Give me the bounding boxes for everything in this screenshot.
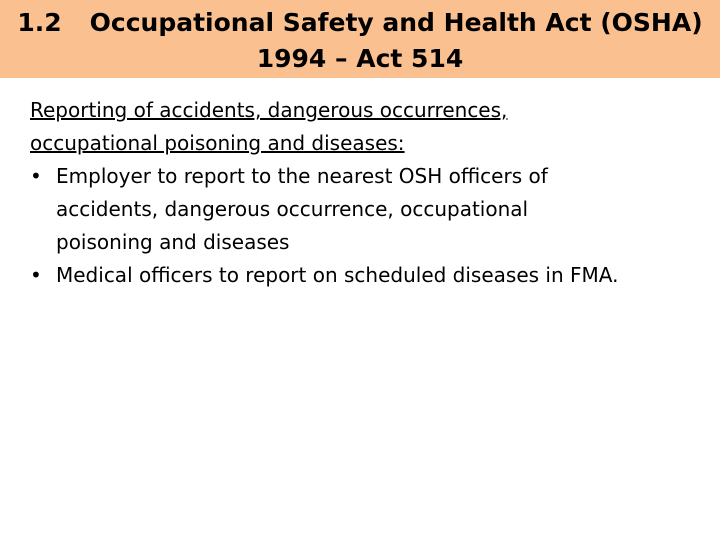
bullet-line: accidents, dangerous occurrence, occupational <box>56 197 529 221</box>
bullet-item-employer-report <box>30 160 710 259</box>
title-line-2: 1994 – Act 514 <box>256 44 464 73</box>
bullet-line: Employer to report to the nearest OSH officers of <box>56 164 548 188</box>
intro-line-1: Reporting of accidents, dangerous occurrences, <box>30 98 508 122</box>
bullet-icon: • <box>30 164 42 188</box>
slide-body <box>30 94 710 292</box>
bullet-icon: • <box>30 263 42 287</box>
bullet-list <box>30 160 710 292</box>
title-main-text: Occupational Safety and Health Act (OSHA) <box>89 8 703 37</box>
intro-line-2: occupational poisoning and diseases: <box>30 131 405 155</box>
bullet-line: poisoning and diseases <box>56 230 290 254</box>
slide-title <box>0 5 720 77</box>
intro-heading <box>30 94 710 160</box>
section-number: 1.2 <box>17 8 62 37</box>
title-line-1 <box>0 5 720 41</box>
bullet-item-medical-officers <box>30 259 710 292</box>
bullet-line: Medical officers to report on scheduled diseases in FMA. <box>56 263 619 287</box>
